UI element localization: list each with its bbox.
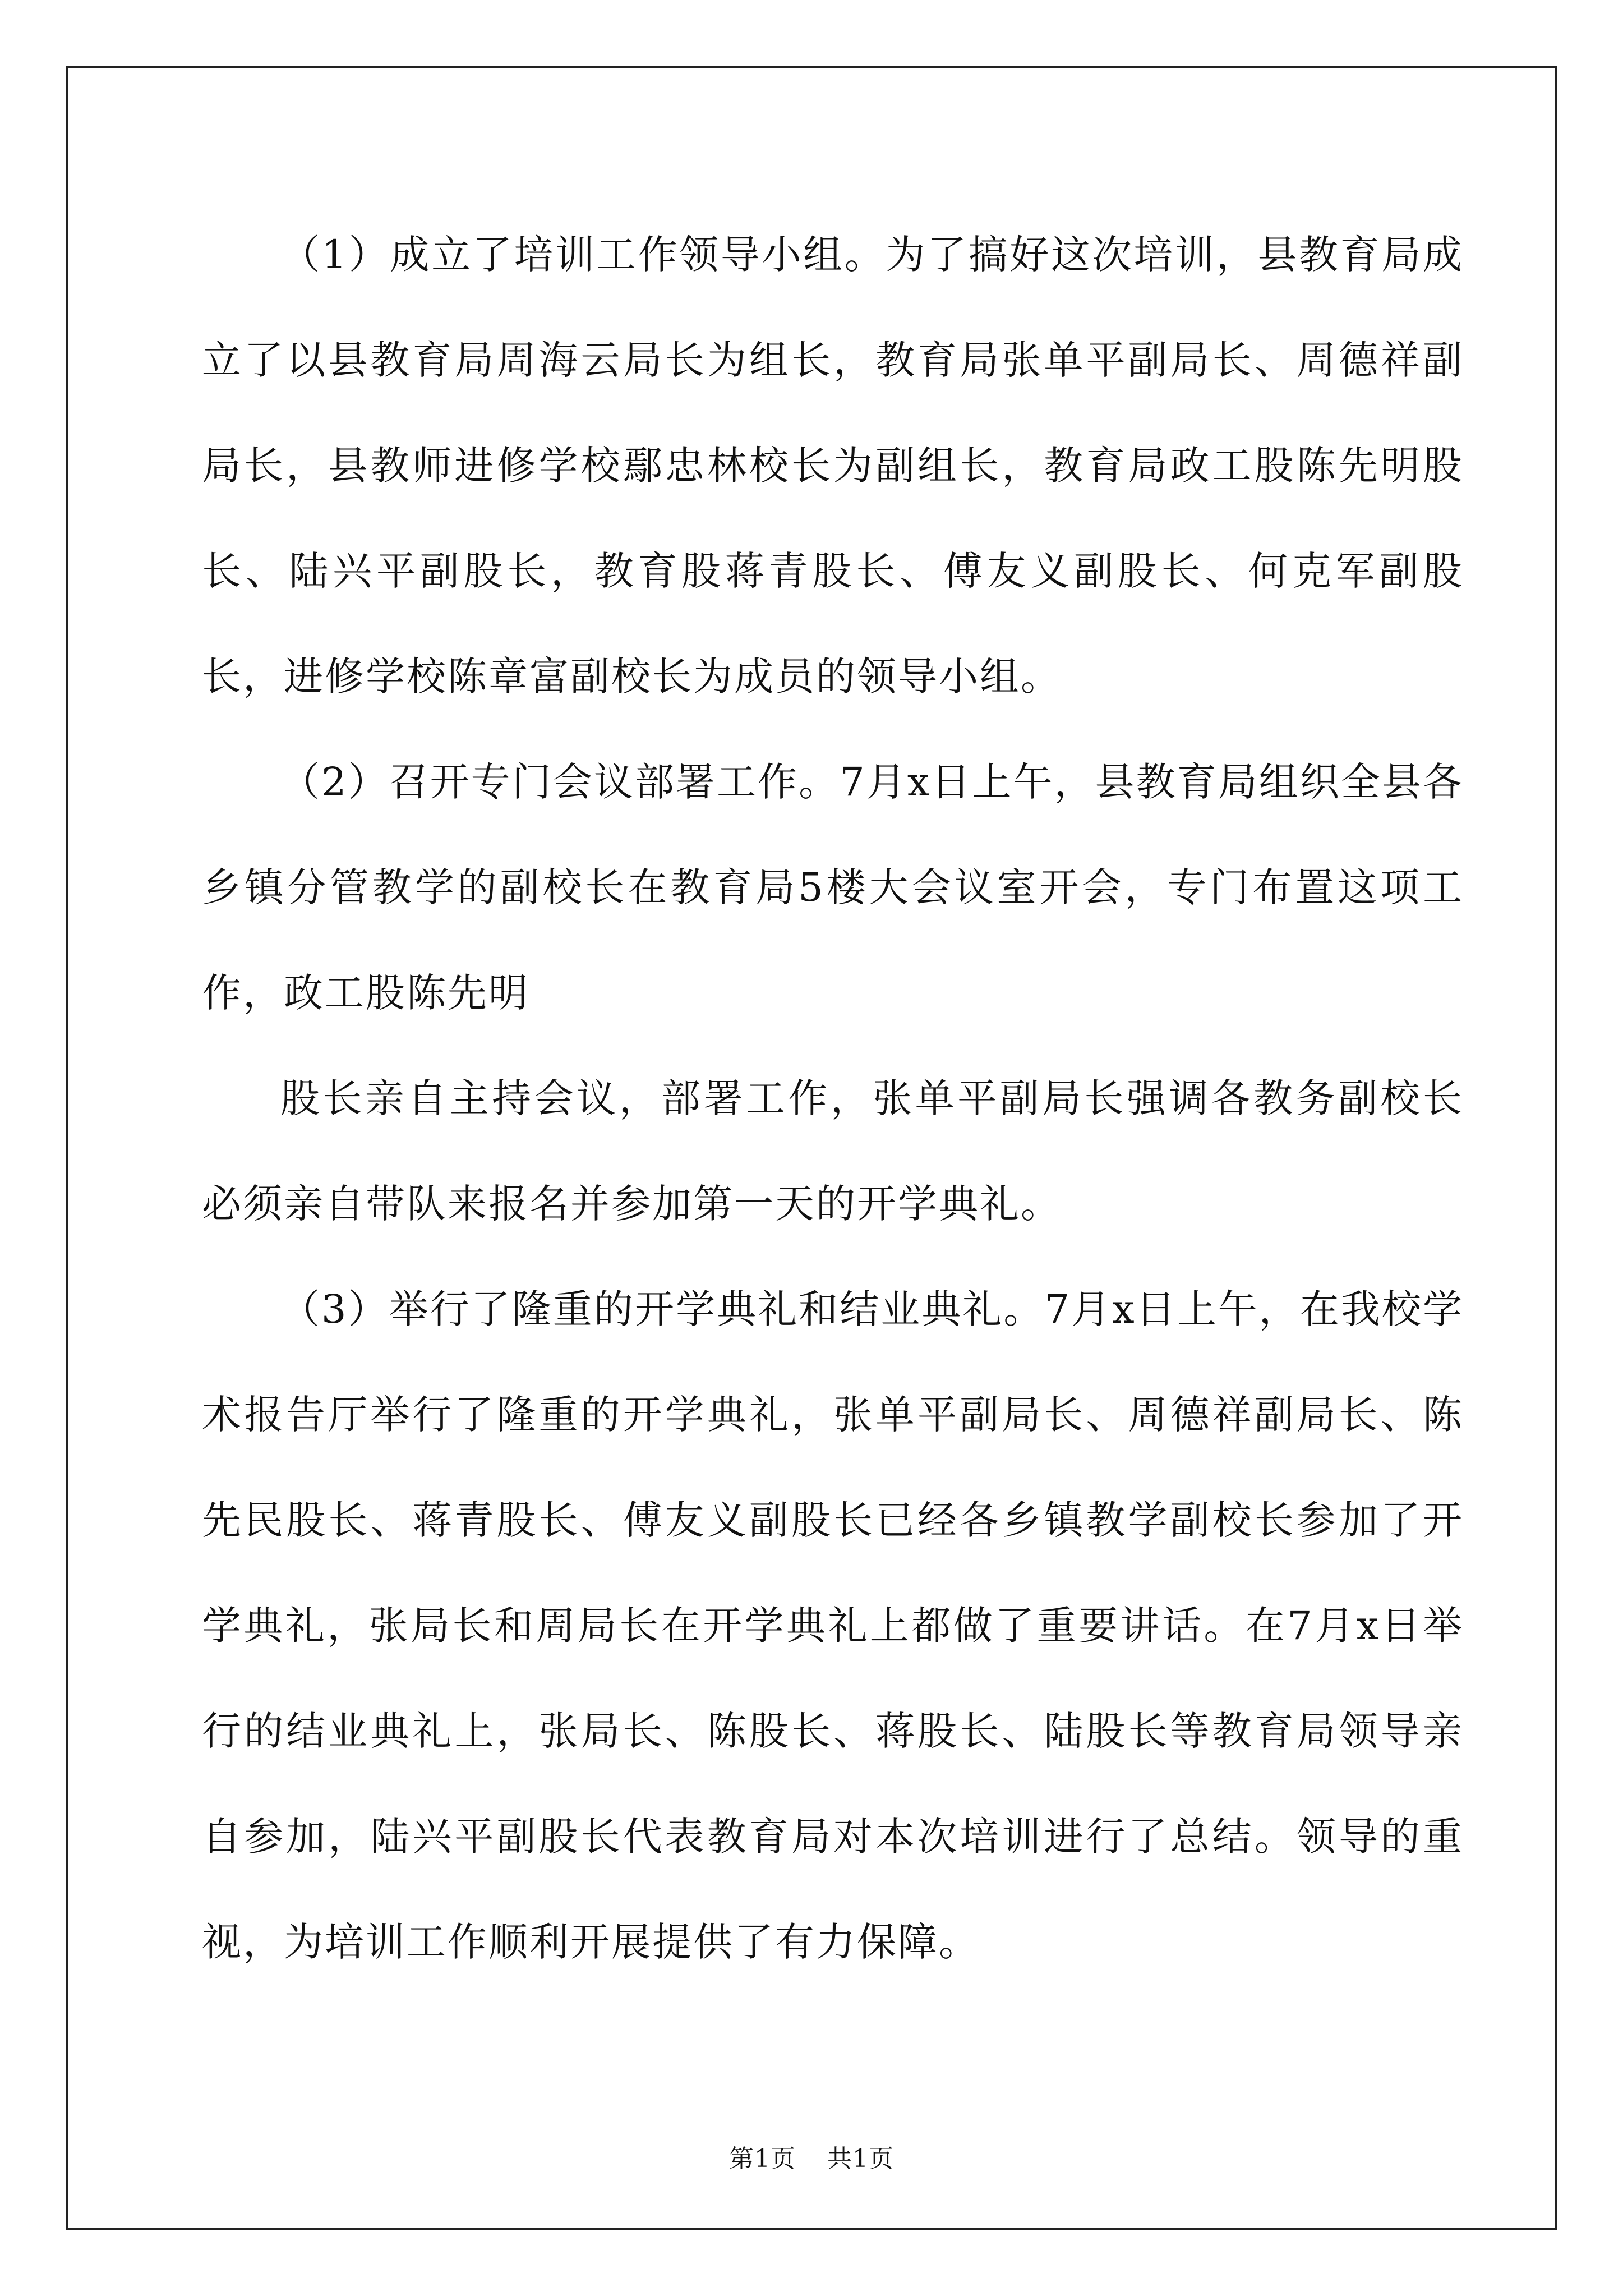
page-number-current: 第1页: [729, 2145, 796, 2173]
page-footer: [0, 2138, 1623, 2174]
page-number-total: 共1页: [827, 2145, 894, 2173]
paragraph-2: （2）召开专门会议部署工作。7月x日上午，县教育局组织全县各乡镇分管教学的副校长在教育局5楼大会议室开会，专门布置这项工作，政工股陈先明: [202, 759, 1464, 1016]
paragraph-4: （3）举行了隆重的开学典礼和结业典礼。7月x日上午，在我校学术报告厅举行了隆重的开学典礼，张单平副局长、周德祥副局长、陈先民股长、蒋青股长、傅友义副股长已经各乡镇教学副校长参加了开学典礼，张局长和周局长在开学典礼上都做了重要讲话。在7月x日举行的结业典礼上，张局长、陈股长、蒋股长、陆股长等教育局领导亲自参加，陆兴平副股长代表教育局对本次培训进行了总结。领导的重视，为培训工作顺利开展提供了有力保障。: [202, 1286, 1464, 1965]
paragraph-3: 股长亲自主持会议，部署工作，张单平副局长强调各教务副校长必须亲自带队来报名并参加第一天的开学典礼。: [202, 1075, 1464, 1227]
paragraph-1: （1）成立了培训工作领导小组。为了搞好这次培训，县教育局成立了以县教育局周海云局长为组长，教育局张单平副局长、周德祥副局长，县教师进修学校鄢忠林校长为副组长，教育局政工股陈先明股长、陆兴平副股长，教育股蒋青股长、傅友义副股长、何克军副股长，进修学校陈章富副校长为成员的领导小组。: [202, 232, 1464, 700]
document-body: [202, 202, 1464, 1995]
